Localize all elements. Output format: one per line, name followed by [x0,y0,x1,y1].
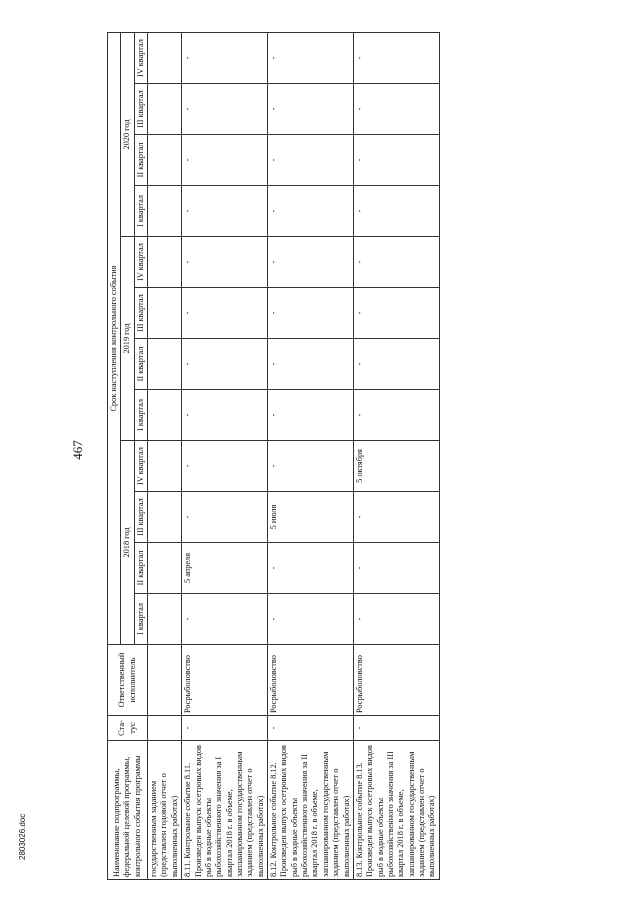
event-term-cell: - [353,84,439,135]
header-quarter: II квартал [134,135,147,186]
header-quarter: I квартал [134,186,147,237]
header-quarter: II квартал [134,543,147,594]
header-quarter: III квартал [134,492,147,543]
event-term-cell: - [353,135,439,186]
event-term-cell: - [268,288,354,339]
continued-name: государственным заданием (представлен годовой отчет о выполненных работах) [148,741,182,880]
continued-row [148,33,182,880]
event-term-cell: - [353,237,439,288]
event-term-cell: - [182,186,268,237]
header-name: Наименование подпрограммы, федеральной целевой программы, контрольного события программы [108,741,148,880]
rotated-document [107,32,612,880]
header-responsible: Ответственный исполнитель [108,645,148,716]
control-events-table [107,32,440,880]
header-quarter: I квартал [134,594,147,645]
event-term-cell: - [353,543,439,594]
event-term-cell: - [182,288,268,339]
event-term-cell: - [353,339,439,390]
event-term-cell: - [268,441,354,492]
event-status: - [353,716,439,741]
event-term-cell: - [182,237,268,288]
header-quarter: III квартал [134,288,147,339]
event-term-cell: - [182,33,268,84]
event-term-cell: - [182,84,268,135]
event-term-cell: - [268,339,354,390]
event-term-cell: - [182,135,268,186]
header-year-2019: 2019 год [121,237,134,441]
header-quarter: II квартал [134,339,147,390]
event-term-cell: - [353,492,439,543]
event-name: 8.11. Контрольное событие 8.11. Произведен выпуск осетровых видов рыб в водные объекты рыбохозяйственного значения за I квартал 2018 г. в объеме, запланированном государственным заданием (представлен отчет о выполненных работах) [182,741,268,880]
event-term-cell: - [268,543,354,594]
footer-filename: 2803026.doc [18,813,27,860]
event-term-cell: - [353,186,439,237]
event-term-cell: - [353,594,439,645]
event-term-cell: - [268,186,354,237]
event-term-cell: 5 октября [353,441,439,492]
event-term-cell: - [182,492,268,543]
event-term-cell: - [182,390,268,441]
header-quarter: IV квартал [134,237,147,288]
event-term-cell: 5 июля [268,492,354,543]
header-quarter: III квартал [134,84,147,135]
event-term-cell: - [268,594,354,645]
header-year-2018: 2018 год [121,441,134,645]
event-term-cell: - [353,288,439,339]
event-term-cell: - [353,33,439,84]
header-term: Срок наступления контрольного события [108,33,121,645]
event-term-cell: - [182,339,268,390]
event-term-cell: - [182,594,268,645]
event-term-cell: - [353,390,439,441]
header-status: Ста-тус [108,716,148,741]
event-name: 8.12. Контрольное событие 8.12. Произведен выпуск осетровых видов рыб в водные объекты рыбохозяйственного значения за II квартал 2018 г. в объеме, запланированном государственным заданием (представлен отчет о выполненных работах) [268,741,354,880]
event-status: - [268,716,354,741]
table-row [182,33,268,880]
event-status: - [182,716,268,741]
header-quarter: IV квартал [134,33,147,84]
event-term-cell: - [268,84,354,135]
event-term-cell: - [268,237,354,288]
event-term-cell: - [268,33,354,84]
page-number: 467 [70,440,85,460]
table-row [353,33,439,880]
event-term-cell: 5 апреля [182,543,268,594]
header-quarter: IV квартал [134,441,147,492]
event-responsible: Росрыболовство [353,645,439,716]
event-term-cell: - [268,390,354,441]
event-responsible: Росрыболовство [182,645,268,716]
event-term-cell: - [268,135,354,186]
header-quarter: I квартал [134,390,147,441]
header-year-2020: 2020 год [121,33,134,237]
event-name: 8.13. Контрольное событие 8.13. Произведен выпуск осетровых видов рыб в водные объекты рыбохозяйственного значения за III квартал 2018 г. в объеме, запланированном государственным заданием (представлен отчет о выполненных работах) [353,741,439,880]
table-row [268,33,354,880]
event-term-cell: - [182,441,268,492]
event-responsible: Росрыболовство [268,645,354,716]
